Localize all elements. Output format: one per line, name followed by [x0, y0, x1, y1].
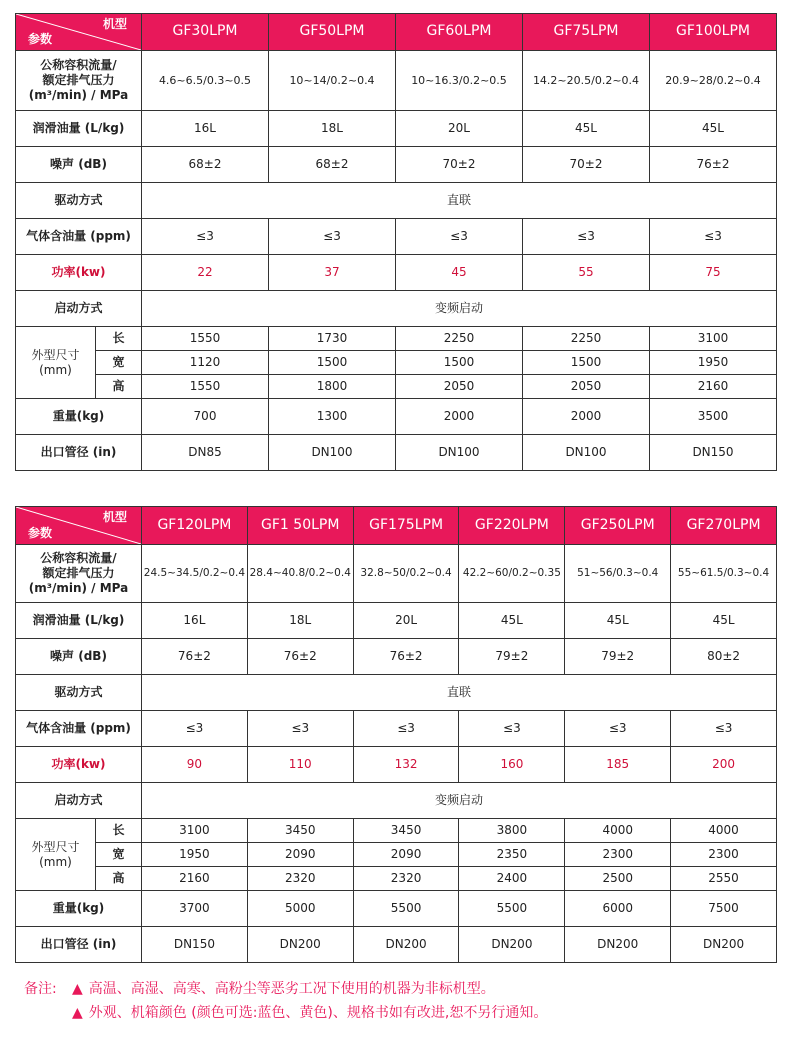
label-length: 长 — [96, 819, 142, 843]
label-height: 高 — [96, 375, 142, 399]
label-noise: 噪声 (dB) — [16, 639, 142, 675]
label-oil_content: 气体含油量 (ppm) — [16, 711, 142, 747]
cell-oil_content: ≤3 — [565, 711, 671, 747]
cell-width: 1950 — [650, 351, 777, 375]
model-header: GF100LPM — [650, 14, 777, 51]
cell-width: 1500 — [269, 351, 396, 375]
cell-noise: 79±2 — [565, 639, 671, 675]
cell-noise: 80±2 — [671, 639, 777, 675]
label-flow-line: 额定排气压力 — [42, 73, 115, 87]
cell-oil: 18L — [247, 603, 353, 639]
row-oil — [16, 111, 777, 147]
label-noise: 噪声 (dB) — [16, 147, 142, 183]
cell-outlet: DN100 — [396, 435, 523, 471]
cell-outlet: DN85 — [142, 435, 269, 471]
cell-weight: 3700 — [142, 891, 248, 927]
label-oil: 润滑油量 (L/kg) — [16, 603, 142, 639]
cell-length: 3800 — [459, 819, 565, 843]
cell-oil_content: ≤3 — [671, 711, 777, 747]
cell-oil: 45L — [523, 111, 650, 147]
cell-noise: 68±2 — [142, 147, 269, 183]
model-header: GF30LPM — [142, 14, 269, 51]
model-header: GF75LPM — [523, 14, 650, 51]
cell-oil: 18L — [269, 111, 396, 147]
row-flow — [16, 51, 777, 111]
cell-flow: 10~16.3/0.2~0.5 — [396, 51, 523, 111]
cell-power: 132 — [353, 747, 459, 783]
label-flow-line: 公称容积流量/ — [40, 58, 117, 72]
cell-oil_content: ≤3 — [459, 711, 565, 747]
model-header: GF175LPM — [353, 507, 459, 545]
row-height — [16, 375, 777, 399]
cell-noise: 70±2 — [396, 147, 523, 183]
cell-height: 1800 — [269, 375, 396, 399]
row-width — [16, 843, 777, 867]
label-height: 高 — [96, 867, 142, 891]
cell-height: 1550 — [142, 375, 269, 399]
label-flow-line: (m³/min) / MPa — [28, 581, 129, 595]
cell-power: 110 — [247, 747, 353, 783]
cell-power: 160 — [459, 747, 565, 783]
cell-noise: 76±2 — [650, 147, 777, 183]
cell-weight: 5000 — [247, 891, 353, 927]
cell-noise: 76±2 — [142, 639, 248, 675]
model-header: GF1 50LPM — [247, 507, 353, 545]
model-header: GF270LPM — [671, 507, 777, 545]
label-start: 启动方式 — [16, 291, 142, 327]
row-drive — [16, 183, 777, 219]
cell-drive: 直联 — [142, 675, 777, 711]
cell-width: 2350 — [459, 843, 565, 867]
cell-flow: 4.6~6.5/0.3~0.5 — [142, 51, 269, 111]
label-flow — [16, 51, 142, 111]
row-length — [16, 327, 777, 351]
cell-oil: 20L — [353, 603, 459, 639]
cell-length: 3100 — [650, 327, 777, 351]
cell-oil_content: ≤3 — [269, 219, 396, 255]
note-text-1: 高温、高湿、高寒、高粉尘等恶劣工况下使用的机器为非标机型。 — [88, 981, 495, 997]
cell-noise: 76±2 — [353, 639, 459, 675]
model-header: GF220LPM — [459, 507, 565, 545]
cell-oil: 45L — [650, 111, 777, 147]
cell-width: 1950 — [142, 843, 248, 867]
label-dim-unit: (mm) — [39, 362, 72, 377]
label-power: 功率(kw) — [16, 255, 142, 291]
spec-table-1 — [15, 13, 777, 471]
label-oil: 润滑油量 (L/kg) — [16, 111, 142, 147]
cell-height: 2320 — [247, 867, 353, 891]
cell-width: 1500 — [523, 351, 650, 375]
cell-oil_content: ≤3 — [353, 711, 459, 747]
model-header: GF60LPM — [396, 14, 523, 51]
cell-weight: 5500 — [353, 891, 459, 927]
row-weight — [16, 891, 777, 927]
row-length — [16, 819, 777, 843]
notes — [24, 977, 547, 1025]
cell-height: 2050 — [523, 375, 650, 399]
row-oil — [16, 603, 777, 639]
cell-outlet: DN100 — [523, 435, 650, 471]
cell-width: 2090 — [247, 843, 353, 867]
row-start — [16, 291, 777, 327]
label-flow-line: (m³/min) / MPa — [28, 88, 129, 102]
cell-flow: 51~56/0.3~0.4 — [565, 545, 671, 603]
cell-length: 2250 — [523, 327, 650, 351]
label-flow-line: 额定排气压力 — [42, 566, 115, 580]
corner-param-label: 参数 — [28, 32, 53, 46]
cell-length: 3100 — [142, 819, 248, 843]
row-power — [16, 747, 777, 783]
cell-weight: 1300 — [269, 399, 396, 435]
row-oil_content — [16, 219, 777, 255]
cell-oil_content: ≤3 — [650, 219, 777, 255]
row-weight — [16, 399, 777, 435]
cell-height: 2400 — [459, 867, 565, 891]
label-outlet: 出口管径 (in) — [16, 927, 142, 963]
cell-width: 2300 — [565, 843, 671, 867]
cell-oil: 20L — [396, 111, 523, 147]
cell-flow: 28.4~40.8/0.2~0.4 — [247, 545, 353, 603]
cell-noise: 79±2 — [459, 639, 565, 675]
cell-drive: 直联 — [142, 183, 777, 219]
label-dim-line: 外型尺寸 — [31, 347, 80, 362]
row-power — [16, 255, 777, 291]
header-row — [16, 507, 777, 545]
row-outlet — [16, 927, 777, 963]
row-oil_content — [16, 711, 777, 747]
cell-outlet: DN200 — [353, 927, 459, 963]
cell-power: 75 — [650, 255, 777, 291]
model-header: GF120LPM — [142, 507, 248, 545]
cell-noise: 76±2 — [247, 639, 353, 675]
cell-power: 90 — [142, 747, 248, 783]
label-outlet: 出口管径 (in) — [16, 435, 142, 471]
label-start: 启动方式 — [16, 783, 142, 819]
row-height — [16, 867, 777, 891]
cell-length: 4000 — [565, 819, 671, 843]
note-row-1 — [24, 977, 547, 1001]
triangle-icon: ▲ — [72, 1005, 83, 1021]
label-length: 长 — [96, 327, 142, 351]
label-dim-unit: (mm) — [39, 854, 72, 869]
cell-height: 2160 — [650, 375, 777, 399]
cell-outlet: DN150 — [650, 435, 777, 471]
cell-weight: 3500 — [650, 399, 777, 435]
cell-length: 3450 — [247, 819, 353, 843]
corner-model-label: 机型 — [102, 510, 127, 524]
cell-oil: 45L — [671, 603, 777, 639]
cell-length: 1550 — [142, 327, 269, 351]
cell-oil: 45L — [565, 603, 671, 639]
cell-height: 2050 — [396, 375, 523, 399]
cell-length: 3450 — [353, 819, 459, 843]
cell-oil: 45L — [459, 603, 565, 639]
note-row-2 — [24, 1001, 547, 1025]
cell-flow: 32.8~50/0.2~0.4 — [353, 545, 459, 603]
cell-outlet: DN100 — [269, 435, 396, 471]
triangle-icon: ▲ — [72, 981, 83, 997]
label-width: 宽 — [96, 351, 142, 375]
cell-noise: 68±2 — [269, 147, 396, 183]
row-width — [16, 351, 777, 375]
cell-height: 2500 — [565, 867, 671, 891]
cell-length: 2250 — [396, 327, 523, 351]
cell-width: 1120 — [142, 351, 269, 375]
label-dimensions — [16, 819, 96, 891]
model-header: GF250LPM — [565, 507, 671, 545]
cell-weight: 7500 — [671, 891, 777, 927]
cell-oil_content: ≤3 — [247, 711, 353, 747]
label-weight: 重量(kg) — [16, 891, 142, 927]
cell-outlet: DN150 — [142, 927, 248, 963]
cell-flow: 24.5~34.5/0.2~0.4 — [142, 545, 248, 603]
cell-power: 37 — [269, 255, 396, 291]
row-drive — [16, 675, 777, 711]
notes-prefix: 备注: — [24, 981, 57, 997]
cell-height: 2550 — [671, 867, 777, 891]
cell-oil_content: ≤3 — [396, 219, 523, 255]
cell-power: 55 — [523, 255, 650, 291]
cell-outlet: DN200 — [459, 927, 565, 963]
cell-start: 变频启动 — [142, 783, 777, 819]
cell-oil_content: ≤3 — [142, 219, 269, 255]
row-noise — [16, 147, 777, 183]
cell-start: 变频启动 — [142, 291, 777, 327]
label-flow-line: 公称容积流量/ — [40, 551, 117, 565]
cell-flow: 42.2~60/0.2~0.35 — [459, 545, 565, 603]
cell-length: 4000 — [671, 819, 777, 843]
cell-outlet: DN200 — [247, 927, 353, 963]
cell-weight: 700 — [142, 399, 269, 435]
label-drive: 驱动方式 — [16, 183, 142, 219]
cell-power: 22 — [142, 255, 269, 291]
row-flow — [16, 545, 777, 603]
cell-flow: 55~61.5/0.3~0.4 — [671, 545, 777, 603]
label-power: 功率(kw) — [16, 747, 142, 783]
cell-outlet: DN200 — [565, 927, 671, 963]
cell-width: 2090 — [353, 843, 459, 867]
cell-oil: 16L — [142, 603, 248, 639]
cell-flow: 20.9~28/0.2~0.4 — [650, 51, 777, 111]
corner-cell — [16, 14, 142, 51]
cell-weight: 6000 — [565, 891, 671, 927]
label-dimensions — [16, 327, 96, 399]
corner-param-label: 参数 — [28, 526, 53, 540]
cell-width: 1500 — [396, 351, 523, 375]
label-width: 宽 — [96, 843, 142, 867]
corner-cell — [16, 507, 142, 545]
cell-flow: 14.2~20.5/0.2~0.4 — [523, 51, 650, 111]
spec-table-2 — [15, 506, 777, 963]
cell-oil: 16L — [142, 111, 269, 147]
row-outlet — [16, 435, 777, 471]
cell-height: 2160 — [142, 867, 248, 891]
cell-outlet: DN200 — [671, 927, 777, 963]
cell-power: 200 — [671, 747, 777, 783]
cell-width: 2300 — [671, 843, 777, 867]
cell-weight: 5500 — [459, 891, 565, 927]
cell-flow: 10~14/0.2~0.4 — [269, 51, 396, 111]
corner-model-label: 机型 — [102, 17, 127, 31]
label-oil_content: 气体含油量 (ppm) — [16, 219, 142, 255]
label-weight: 重量(kg) — [16, 399, 142, 435]
cell-weight: 2000 — [396, 399, 523, 435]
cell-power: 45 — [396, 255, 523, 291]
cell-weight: 2000 — [523, 399, 650, 435]
cell-oil_content: ≤3 — [142, 711, 248, 747]
label-drive: 驱动方式 — [16, 675, 142, 711]
cell-height: 2320 — [353, 867, 459, 891]
cell-power: 185 — [565, 747, 671, 783]
header-row — [16, 14, 777, 51]
note-text-2: 外观、机箱颜色 (颜色可选:蓝色、黄色)、规格书如有改进,恕不另行通知。 — [88, 1005, 548, 1021]
cell-oil_content: ≤3 — [523, 219, 650, 255]
label-dim-line: 外型尺寸 — [31, 839, 80, 854]
label-flow — [16, 545, 142, 603]
cell-length: 1730 — [269, 327, 396, 351]
model-header: GF50LPM — [269, 14, 396, 51]
row-noise — [16, 639, 777, 675]
row-start — [16, 783, 777, 819]
cell-noise: 70±2 — [523, 147, 650, 183]
